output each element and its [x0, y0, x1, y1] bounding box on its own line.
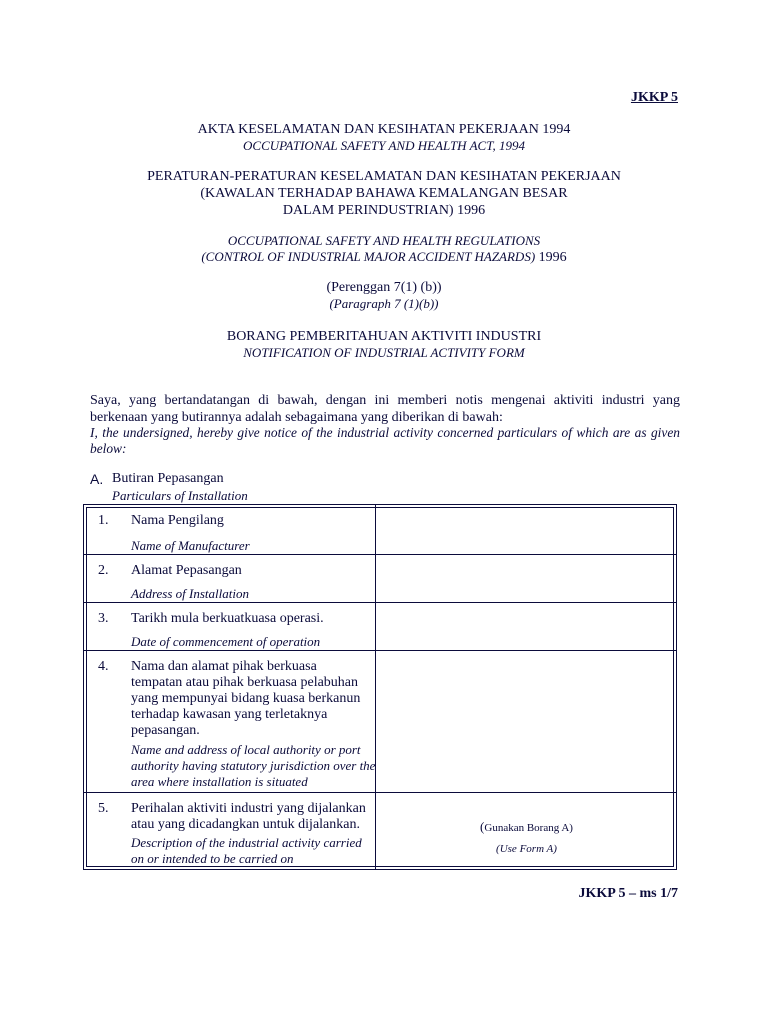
section-a-title-ms: Butiran Pepasangan [112, 471, 224, 486]
use-form-a-note-ms [377, 819, 676, 835]
regulation-title-en-text: (CONTROL OF INDUSTRIAL MAJOR ACCIDENT HAZARDS) [201, 249, 536, 264]
intro-text-en: I, the undersigned, hereby give notice of the industrial activity concerned particulars of which are as given below: [90, 425, 680, 456]
row-label-en: Date of commencement of operation [131, 634, 321, 649]
use-form-a-text-ms: Gunakan Borang A) [484, 822, 573, 834]
form-title-ms: BORANG PEMBERITAHUAN AKTIVITI INDUSTRI [226, 329, 542, 344]
particulars-table [83, 504, 677, 870]
industrial-activity-field[interactable] [377, 793, 676, 869]
table-row-5 [84, 793, 676, 869]
row-label-ms: Nama Pengilang [131, 513, 224, 528]
installation-address-field[interactable] [377, 555, 676, 602]
manufacturer-name-field[interactable] [377, 505, 676, 554]
row-label-en: Name of Manufacturer [131, 538, 250, 553]
commencement-date-field[interactable] [377, 603, 676, 650]
form-code: JKKP 5 [630, 90, 678, 105]
intro-text-ms: Saya, yang bertandatangan di bawah, dengan ini memberi notis mengenai aktiviti industri yang berkenaan yang butirannya adalah sebagaimana yang diberikan di bawah: [90, 393, 680, 425]
row-label-ms: Tarikh mula berkuatkuasa operasi. [131, 611, 324, 626]
regulation-title-ms-line3: DALAM PERINDUSTRIAN) 1996 [282, 203, 486, 218]
paragraph-ref-ms: (Perenggan 7(1) (b)) [326, 280, 442, 295]
regulation-title-ms-line2: (KAWALAN TERHADAP BAHAWA KEMALANGAN BESAR [200, 186, 568, 201]
paragraph-ref-en: (Paragraph 7 (1)(b)) [329, 296, 439, 311]
table-row-1 [84, 505, 676, 555]
row-number: 2. [98, 563, 109, 578]
section-a-letter: A. [90, 471, 104, 487]
table-row-4 [84, 651, 676, 793]
page-footer: JKKP 5 – ms 1/7 [578, 886, 678, 901]
row-label-ms: Alamat Pepasangan [131, 563, 242, 578]
use-form-a-paren: ( [480, 819, 485, 834]
table-row-3 [84, 603, 676, 651]
regulation-title-en-line2 [0, 248, 768, 266]
regulation-title-ms-line1: PERATURAN-PERATURAN KESELAMATAN DAN KESIHATAN PEKERJAAN [147, 169, 621, 184]
row-label-en: Description of the industrial activity carried on or intended to be carried on [131, 835, 362, 866]
row-number: 4. [98, 659, 109, 674]
act-title-ms: AKTA KESELAMATAN DAN KESIHATAN PEKERJAAN 1994 [197, 122, 571, 137]
table-row-2 [84, 555, 676, 603]
row-number: 3. [98, 611, 109, 626]
use-form-a-note-en: (Use Form A) [496, 843, 557, 855]
row-label-ms: Perihalan aktiviti industri yang dijalankan atau yang dicadangkan untuk dijalankan. [131, 801, 366, 832]
section-a-title-en: Particulars of Installation [112, 488, 248, 503]
regulation-title-en-line1: OCCUPATIONAL SAFETY AND HEALTH REGULATIONS [227, 233, 541, 248]
form-title-en: NOTIFICATION OF INDUSTRIAL ACTIVITY FORM [243, 345, 525, 360]
act-title-en: OCCUPATIONAL SAFETY AND HEALTH ACT, 1994 [243, 138, 525, 153]
row-number: 5. [98, 801, 109, 816]
row-label-ms: Nama dan alamat pihak berkuasa tempatan atau pihak berkuasa pelabuhan yang mempunyai bidang kuasa berkanun terhadap kawasan yang terletaknya pepasangan. [131, 659, 361, 738]
local-authority-field[interactable] [377, 651, 676, 792]
regulation-title-en-year: 1996 [535, 250, 567, 265]
row-number: 1. [98, 513, 109, 528]
row-label-en: Name and address of local authority or port authority having statutory jurisdiction over the area where installation is situated [131, 742, 376, 789]
row-label-en: Address of Installation [131, 586, 249, 601]
